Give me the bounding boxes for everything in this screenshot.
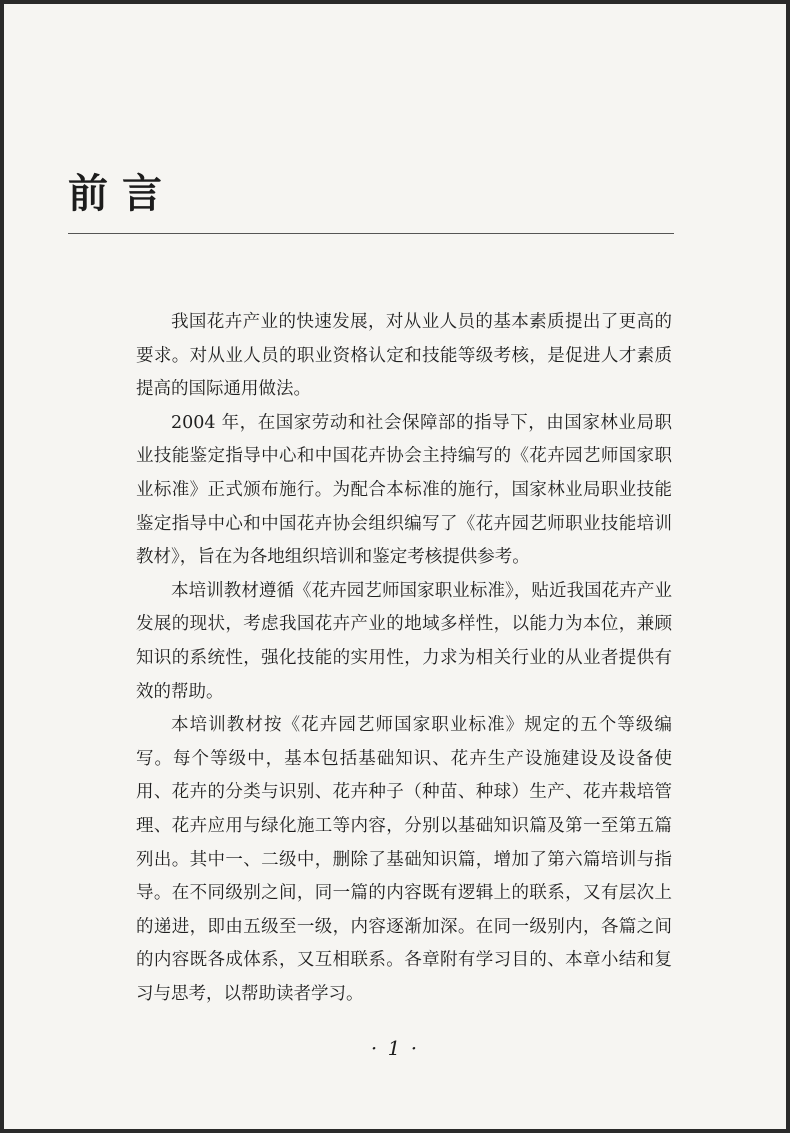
page-title: 前言 [68,171,176,217]
page-number: · 1 · [370,1036,420,1060]
paragraph-2: 2004 年，在国家劳动和社会保障部的指导下，由国家林业局职业技能鉴定指导中心和中国花卉协会主持编写的《花卉园艺师国家职业标准》正式颁布施行。为配合本标准的施行，国家林业局职业技能鉴定指导中心和中国花卉协会组织编写了《花卉园艺师职业技能培训教材》，旨在为各地组织培训和鉴定考核提供参考。 [136,412,672,568]
paragraph-1: 我国花卉产业的快速发展，对从业人员的基本素质提出了更高的要求。对从业人员的职业资格认定和技能等级考核，是促进人才素质提高的国际通用做法。 [136,312,672,400]
preface-body [136,306,672,1011]
paragraph-3: 本培训教材遵循《花卉园艺师国家职业标准》，贴近我国花卉产业发展的现状，考虑我国花卉产业的地域多样性，以能力为本位，兼顾知识的系统性，强化技能的实用性，力求为相关行业的从业者提供有效的帮助。 [136,580,672,702]
paragraph-4: 本培训教材按《花卉园艺师国家职业标准》规定的五个等级编写。每个等级中，基本包括基础知识、花卉生产设施建设及设备使用、花卉的分类与识别、花卉种子（种苗、种球）生产、花卉栽培管理、花卉应用与绿化施工等内容，分别以基础知识篇及第一至第五篇列出。其中一、二级中，删除了基础知识篇，增加了第六篇培训与指导。在不同级别之间，同一篇的内容既有逻辑上的联系，又有层次上的递进，即由五级至一级，内容逐渐加深。在同一级别内，各篇之间的内容既各成体系，又互相联系。各章附有学习目的、本章小结和复习与思考，以帮助读者学习。 [136,715,672,1004]
document-page [4,4,786,1129]
title-divider [68,233,674,234]
